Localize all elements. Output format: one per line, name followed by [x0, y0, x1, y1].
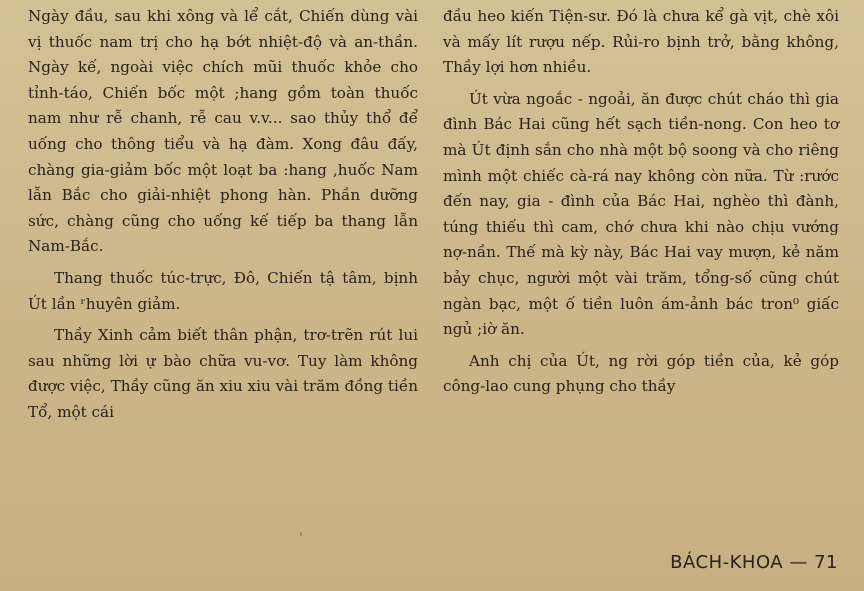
paragraph: Anh chị của Út, ng rời góp tiền của, kẻ góp công-lao cung phụng cho thầy [443, 351, 839, 396]
footer-dash: — [789, 552, 808, 573]
paragraph: Ngày đầu, sau khi xông và lể cắt, Chiến dùng vài vị thuốc nam trị cho hạ bớt nhiệt-độ và an-thần. Ngày kế, ngoài việc chích mũi thuốc khỏe cho tỉnh-táo, Chiến bốc một ;hang gồm toàn thuốc nam như rễ chanh, rễ cau v.v... sao thủy thổ để uống cho thông tiểu và hạ đàm. Xong đâu đấy, chàng gia-giảm bốc một loạt ba :hang ,huốc Nam lẫn Bắc cho giải-nhiệt phong hàn. Phần dưỡng sức, chàng cũng cho uống kế tiếp ba thang lẫn Nam-Bắc. [28, 7, 418, 256]
paragraph: Thầy Xinh cảm biết thân phận, trơ-trẽn rút lui sau những lời ự bào chữa vu-vơ. Tuy làm không được việc, Thầy cũng ăn xiu xiu vài trăm đồng tiền Tổ, một cái [28, 326, 418, 421]
left-text-column [28, 4, 418, 432]
print-speck [300, 532, 302, 536]
paragraph: Thang thuốc túc-trực, Đô, Chiến tậ tâm, bịnh Út lần ʳhuyên giảm. [28, 268, 418, 313]
page-number: 71 [814, 552, 838, 573]
page-footer [670, 552, 838, 573]
right-text-column [443, 4, 839, 406]
paragraph: Út vừa ngoắc - ngoải, ăn được chút cháo thì gia đình Bác Hai cũng hết sạch tiền-nong. Con heo tơ mà Út định sắn cho nhà một bộ soong và cho riêng mình một chiếc cà-rá nay không còn nữa. Từ :rước đến nay, gia - đình của Bác Hai, nghèo thì đành, túng thiếu thì cam, chớ chưa khi nào chịu vướng nợ-nần. Thế mà kỳ này, Bác Hai vay mượn, kẻ năm bảy chục, người một vài trăm, tổng-số cũng chút ngàn bạc, một ố tiền luôn ám-ảnh bác tron⁰ giấc ngủ ;iờ ăn. [443, 89, 839, 339]
magazine-name: BÁCH-KHOA [670, 552, 784, 573]
paragraph: đầu heo kiến Tiện-sư. Đó là chưa kể gà vịt, chè xôi và mấy lít rượu nếp. Rủi-ro bịnh trở, bằng không, Thầy lợi hơn nhiều. [443, 7, 839, 77]
